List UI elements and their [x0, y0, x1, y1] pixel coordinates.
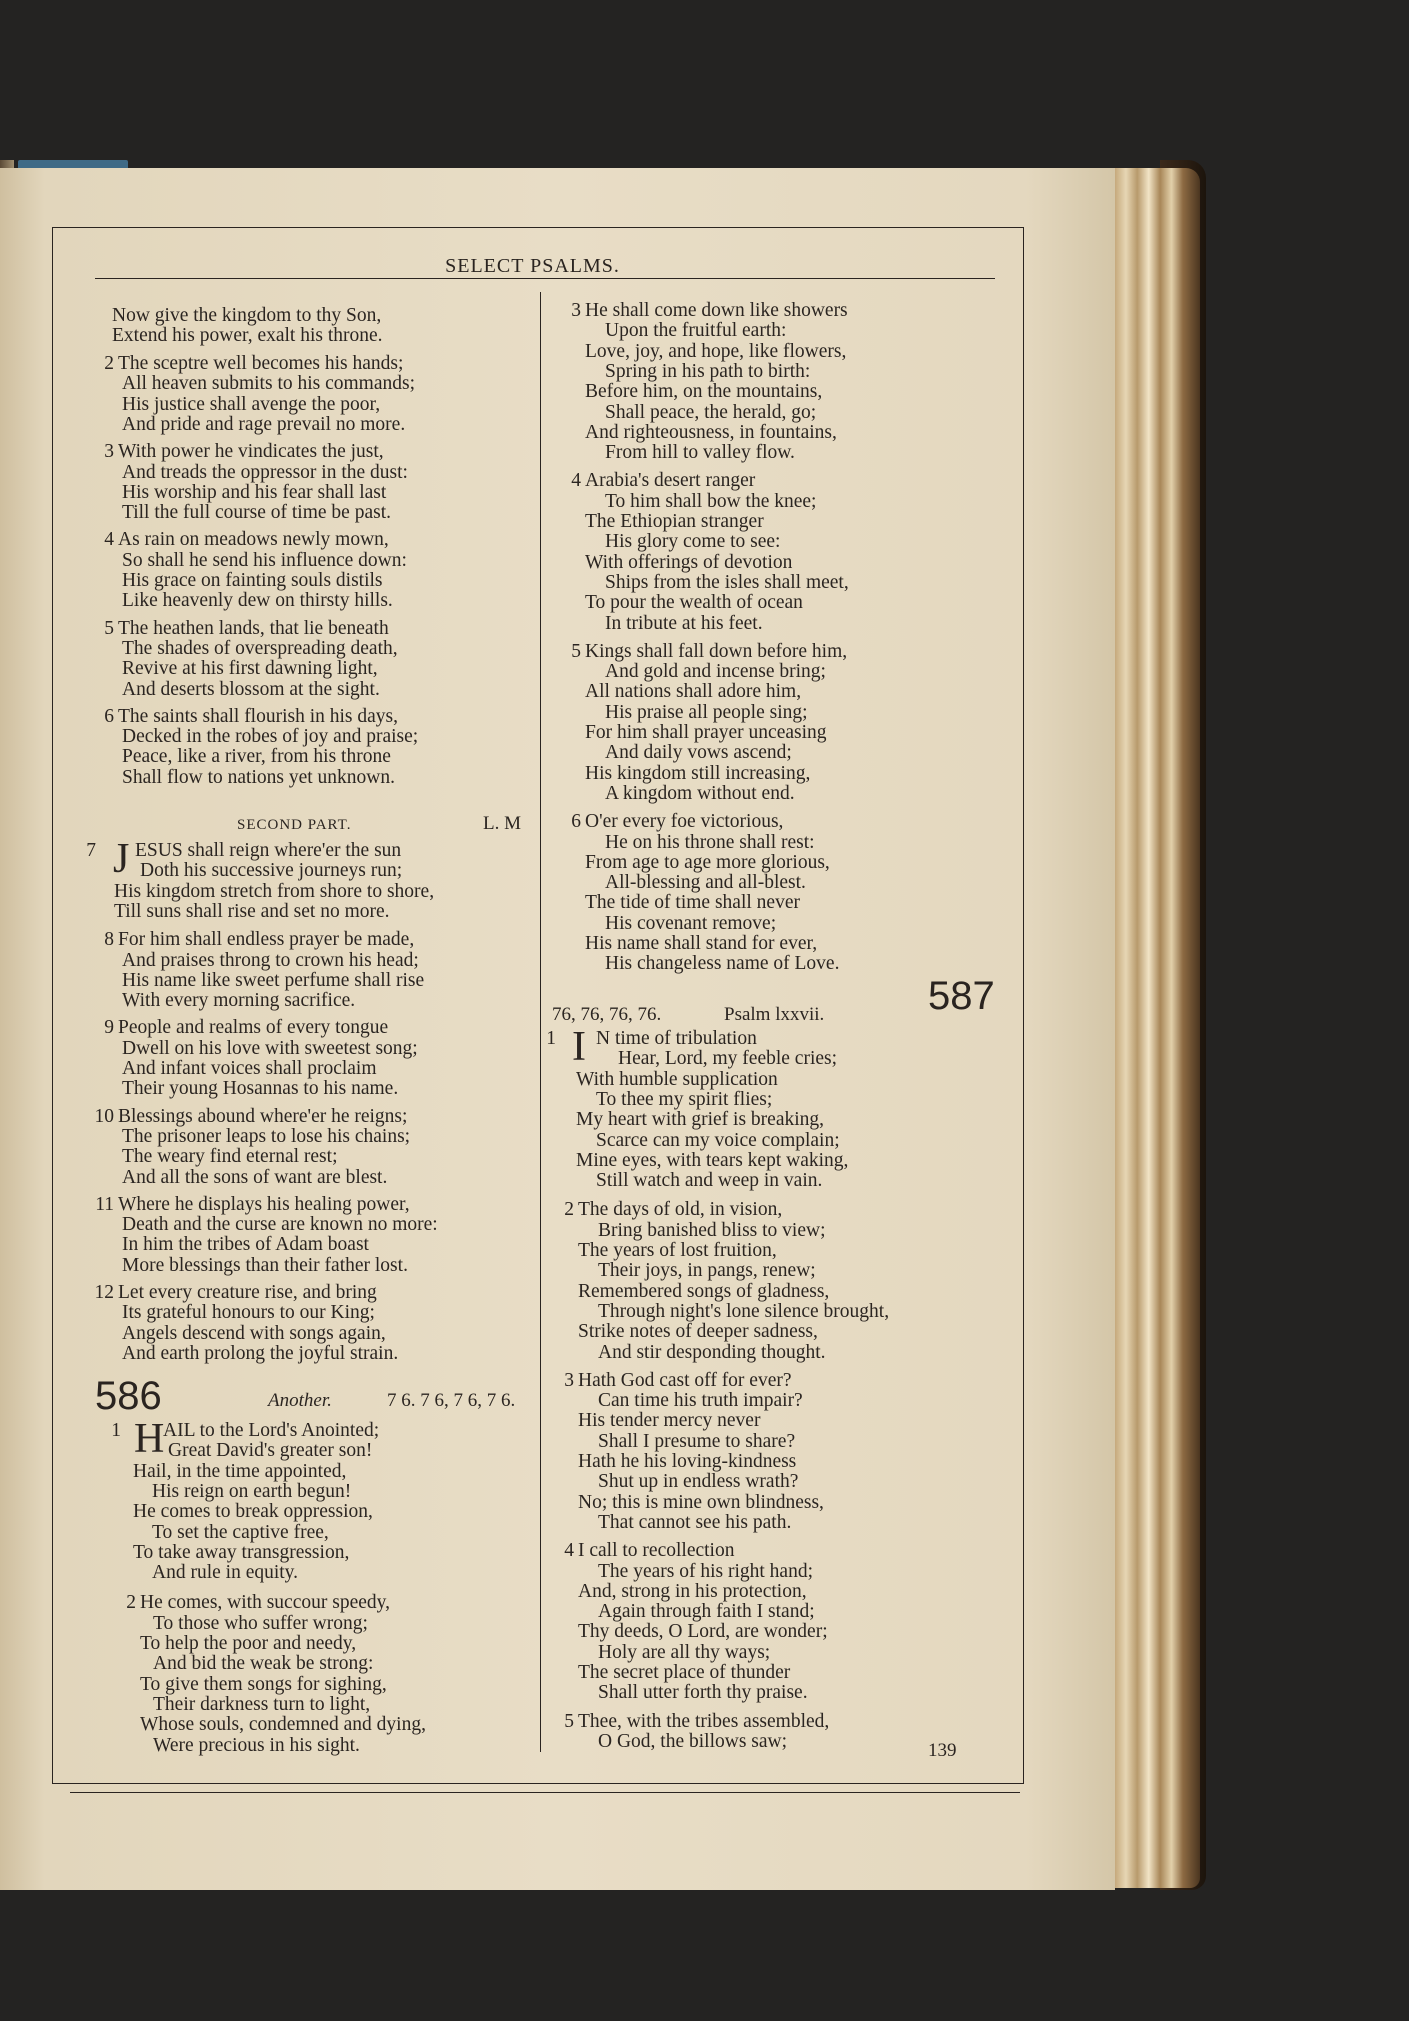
stanza-number: 4 — [104, 529, 114, 551]
stanza-number: 7 — [86, 840, 96, 861]
verse-line: The secret place of thunder — [578, 1662, 791, 1683]
verse-line: And rule in equity. — [152, 1562, 299, 1584]
verse-line: Hath he his loving-kindness — [578, 1451, 797, 1472]
verse-line: N time of tribulation — [596, 1028, 757, 1049]
stanza-number: 11 — [95, 1193, 114, 1215]
verse-line: And stir desponding thought. — [598, 1341, 826, 1363]
verse-line: His justice shall avenge the poor, — [122, 393, 381, 415]
verse-line: Till suns shall rise and set no more. — [114, 900, 390, 922]
verse-line: People and realms of every tongue — [118, 1017, 389, 1039]
verse-line: With humble supplication — [576, 1068, 778, 1090]
verse-line: Blessings abound where'er he reigns; — [118, 1105, 408, 1127]
verse-line: Love, joy, and hope, like flowers, — [585, 340, 847, 362]
verse-line: Hath God cast off for ever? — [578, 1369, 792, 1391]
stanza-number: 6 — [571, 811, 581, 833]
drop-cap: H — [134, 1416, 165, 1462]
verse-line: His kingdom still increasing, — [585, 762, 811, 784]
verse-line: And bid the weak be strong: — [153, 1653, 374, 1675]
verse-line: To those who suffer wrong; — [153, 1612, 368, 1634]
hymn-number-586: 586 — [95, 1374, 162, 1418]
verse-line: In tribute at his feet. — [605, 612, 763, 634]
verse-line: Let every creature rise, and bring — [118, 1282, 377, 1303]
bottom-rule — [70, 1792, 1020, 1793]
stanza-number: 3 — [104, 441, 114, 463]
verse-line: No; this is mine own blindness, — [578, 1491, 824, 1513]
verse-line: Revive at his first dawning light, — [122, 658, 378, 680]
verse-line: Whose souls, condemned and dying, — [140, 1714, 426, 1736]
verse-line: From age to age more glorious, — [585, 851, 830, 873]
verse-line: Thee, with the tribes assembled, — [578, 1710, 830, 1732]
verse-line: To pour the wealth of ocean — [585, 592, 803, 614]
verse-line: Mine eyes, with tears kept waking, — [576, 1149, 849, 1171]
verse-line: The heathen lands, that lie beneath — [118, 617, 389, 639]
stanza-number: 12 — [94, 1282, 114, 1303]
verse-line: And all the sons of want are blest. — [122, 1166, 388, 1188]
verse-line: Through night's lone silence brought, — [598, 1300, 890, 1322]
stanza-number: 1 — [111, 1420, 121, 1441]
verse-line: A kingdom without end. — [605, 782, 795, 804]
verse-line: For him shall prayer unceasing — [585, 722, 827, 743]
hymn-587-meter: 76, 76, 76, 76. — [552, 1004, 662, 1025]
verse-line: All-blessing and all-blest. — [605, 872, 806, 894]
verse-line: Angels descend with songs again, — [122, 1322, 386, 1344]
stanza-number: 4 — [571, 470, 581, 492]
stanza-number: 3 — [564, 1369, 574, 1391]
verse-line: Still watch and weep in vain. — [596, 1170, 823, 1192]
hymn-number-587: 587 — [928, 974, 995, 1018]
stanza-number: 2 — [564, 1199, 574, 1221]
verse-line: Dwell on his love with sweetest song; — [122, 1037, 418, 1059]
verse-line: His covenant remove; — [605, 912, 777, 934]
verse-line: I call to recollection — [578, 1540, 735, 1562]
verse-line: Hail, in the time appointed, — [133, 1460, 347, 1482]
verse-line: His grace on fainting souls distils — [122, 570, 383, 591]
verse-line: Where he displays his healing power, — [118, 1193, 410, 1215]
verse-line: To him shall bow the knee; — [605, 490, 817, 512]
verse-line: And treads the oppressor in the dust: — [122, 461, 408, 483]
verse-line: The prisoner leaps to lose his chains; — [122, 1125, 411, 1147]
verse-line: And infant voices shall proclaim — [122, 1058, 377, 1079]
verse-line: Shall I presume to share? — [598, 1430, 796, 1452]
stanza-number: 1 — [546, 1028, 556, 1049]
verse-line: Were precious in his sight. — [153, 1734, 360, 1756]
stanza-number: 6 — [104, 705, 114, 727]
verse-line: He comes to break oppression, — [133, 1501, 373, 1523]
verse-line: The sceptre well becomes his hands; — [118, 353, 404, 374]
verse-line: Decked in the robes of joy and praise; — [122, 726, 419, 748]
verse-line: Extend his power, exalt his throne. — [112, 325, 383, 347]
verse-line: And earth prolong the joyful strain. — [122, 1342, 399, 1364]
drop-cap: J — [113, 836, 130, 882]
verse-line: He shall come down like showers — [585, 300, 848, 321]
verse-line: The days of old, in vision, — [578, 1199, 783, 1221]
verse-line: O God, the billows saw; — [598, 1730, 788, 1752]
verse-line: His name shall stand for ever, — [585, 933, 818, 954]
verse-line: From hill to valley flow. — [605, 442, 795, 464]
verse-line: Now give the kingdom to thy Son, — [112, 305, 382, 326]
verse-line: And praises throng to crown his head; — [122, 949, 419, 971]
verse-line: Doth his successive journeys run; — [140, 860, 403, 882]
verse-line: Their joys, in pangs, renew; — [598, 1260, 816, 1282]
stanza-number: 3 — [571, 300, 581, 321]
verse-line: To give them songs for sighing, — [140, 1673, 387, 1695]
verse-line: His worship and his fear shall last — [122, 481, 387, 503]
verse-line: Shall flow to nations yet unknown. — [122, 766, 395, 788]
verse-line: O'er every foe victorious, — [585, 811, 784, 833]
stanza-number: 2 — [126, 1592, 136, 1614]
verse-line: Death and the curse are known no more: — [122, 1214, 438, 1236]
drop-cap: I — [572, 1024, 586, 1070]
verse-line: Shall peace, the herald, go; — [605, 401, 817, 423]
hymn-587-title: Psalm lxxvii. — [724, 1004, 825, 1025]
verse-line: That cannot see his path. — [598, 1511, 792, 1533]
verse-line: The shades of overspreading death, — [122, 637, 398, 659]
verse-line: And, strong in his protection, — [578, 1580, 807, 1602]
verse-line: Shut up in endless wrath? — [598, 1471, 799, 1493]
verse-line: Before him, on the mountains, — [585, 381, 823, 403]
verse-line: Great David's greater son! — [168, 1440, 373, 1462]
verse-line: His reign on earth begun! — [152, 1480, 352, 1502]
verse-line: Hear, Lord, my feeble cries; — [618, 1048, 838, 1070]
verse-line: Upon the fruitful earth: — [605, 320, 787, 342]
verse-line: Till the full course of time be past. — [122, 502, 391, 524]
verse-line: And righteousness, in fountains, — [585, 421, 837, 443]
header-rule — [95, 278, 995, 279]
verse-line: To thee my spirit flies; — [596, 1088, 773, 1110]
verse-line: With offerings of devotion — [585, 551, 793, 573]
verse-line: His tender mercy never — [578, 1410, 761, 1432]
verse-line: Kings shall fall down before him, — [585, 640, 848, 662]
verse-line: Arabia's desert ranger — [585, 470, 756, 492]
verse-line: His praise all people sing; — [605, 701, 808, 723]
verse-line: He comes, with succour speedy, — [140, 1592, 390, 1614]
verse-line: His glory come to see: — [605, 531, 781, 553]
verse-line: Again through faith I stand; — [598, 1601, 815, 1623]
verse-line: His changeless name of Love. — [605, 953, 840, 975]
verse-line: The saints shall flourish in his days, — [118, 705, 399, 727]
verse-line: To help the poor and needy, — [140, 1633, 357, 1654]
verse-line: Remembered songs of gladness, — [578, 1280, 830, 1302]
stanza-number: 10 — [94, 1105, 114, 1127]
verse-line: Their darkness turn to light, — [153, 1693, 371, 1715]
verse-line: He on his throne shall rest: — [605, 831, 815, 853]
hymn-586-title: Another. — [268, 1390, 332, 1411]
verse-line: The years of lost fruition, — [578, 1240, 777, 1261]
verse-line: To set the captive free, — [152, 1521, 329, 1543]
verse-line: Scarce can my voice complain; — [596, 1129, 840, 1151]
verse-line: In him the tribes of Adam boast — [122, 1234, 369, 1256]
verse-line: With every morning sacrifice. — [122, 990, 356, 1012]
stanza-number: 8 — [104, 929, 114, 951]
verse-line: Their young Hosannas to his name. — [122, 1078, 399, 1100]
stanza-number: 5 — [571, 640, 581, 662]
verse-line: Thy deeds, O Lord, are wonder; — [578, 1621, 828, 1643]
verse-line: My heart with grief is breaking, — [576, 1109, 825, 1131]
verse-line: And deserts blossom at the sight. — [122, 678, 380, 700]
verse-line: And pride and rage prevail no more. — [122, 413, 406, 435]
verse-line: Bring banished bliss to view; — [598, 1219, 826, 1241]
hymn-586-meter: 7 6. 7 6, 7 6, 7 6. — [387, 1390, 516, 1411]
verse-line: AIL to the Lord's Anointed; — [163, 1420, 380, 1441]
verse-line: More blessings than their father lost. — [122, 1254, 408, 1276]
verse-line: With power he vindicates the just, — [118, 441, 384, 463]
verse-line: Holy are all thy ways; — [598, 1641, 771, 1663]
verse-line: And daily vows ascend; — [605, 742, 792, 764]
verse-line: Strike notes of deeper sadness, — [578, 1321, 818, 1343]
verse-line: For him shall endless prayer be made, — [118, 929, 415, 951]
verse-line: The weary find eternal rest; — [122, 1146, 338, 1168]
verse-line: All nations shall adore him, — [585, 681, 802, 703]
second-part-meter: L. M — [483, 813, 521, 834]
stanza-number: 2 — [104, 353, 114, 374]
verse-line: Shall utter forth thy praise. — [598, 1682, 808, 1704]
verse-line: And gold and incense bring; — [605, 661, 826, 683]
verse-line: The Ethiopian stranger — [585, 511, 764, 532]
page-number: 139 — [928, 1740, 957, 1761]
stanza-number: 4 — [564, 1540, 574, 1562]
stanza-number: 5 — [564, 1710, 574, 1732]
stanza-number: 5 — [104, 617, 114, 639]
verse-line: His name like sweet perfume shall rise — [122, 969, 425, 991]
verse-line: Can time his truth impair? — [598, 1390, 803, 1412]
verse-line: As rain on meadows newly mown, — [118, 529, 389, 551]
verse-line: The years of his right hand; — [598, 1560, 813, 1582]
running-header: SELECT PSALMS. — [445, 255, 620, 277]
verse-line: So shall he send his influence down: — [122, 549, 407, 571]
verse-line: Its grateful honours to our King; — [122, 1302, 375, 1324]
verse-line: ESUS shall reign where'er the sun — [135, 840, 402, 861]
verse-line: Peace, like a river, from his throne — [122, 746, 391, 768]
page-edges — [1105, 168, 1200, 1888]
stanza-number: 9 — [104, 1017, 114, 1039]
verse-line: Spring in his path to birth: — [605, 360, 811, 382]
verse-line: Ships from the isles shall meet, — [605, 571, 849, 593]
verse-line: All heaven submits to his commands; — [122, 373, 416, 395]
verse-line: To take away transgression, — [133, 1541, 350, 1563]
verse-line: The tide of time shall never — [585, 892, 800, 914]
column-divider — [540, 292, 541, 1752]
second-part-title: SECOND PART. — [237, 817, 352, 833]
verse-line: His kingdom stretch from shore to shore, — [114, 880, 435, 902]
verse-line: Like heavenly dew on thirsty hills. — [122, 590, 393, 612]
